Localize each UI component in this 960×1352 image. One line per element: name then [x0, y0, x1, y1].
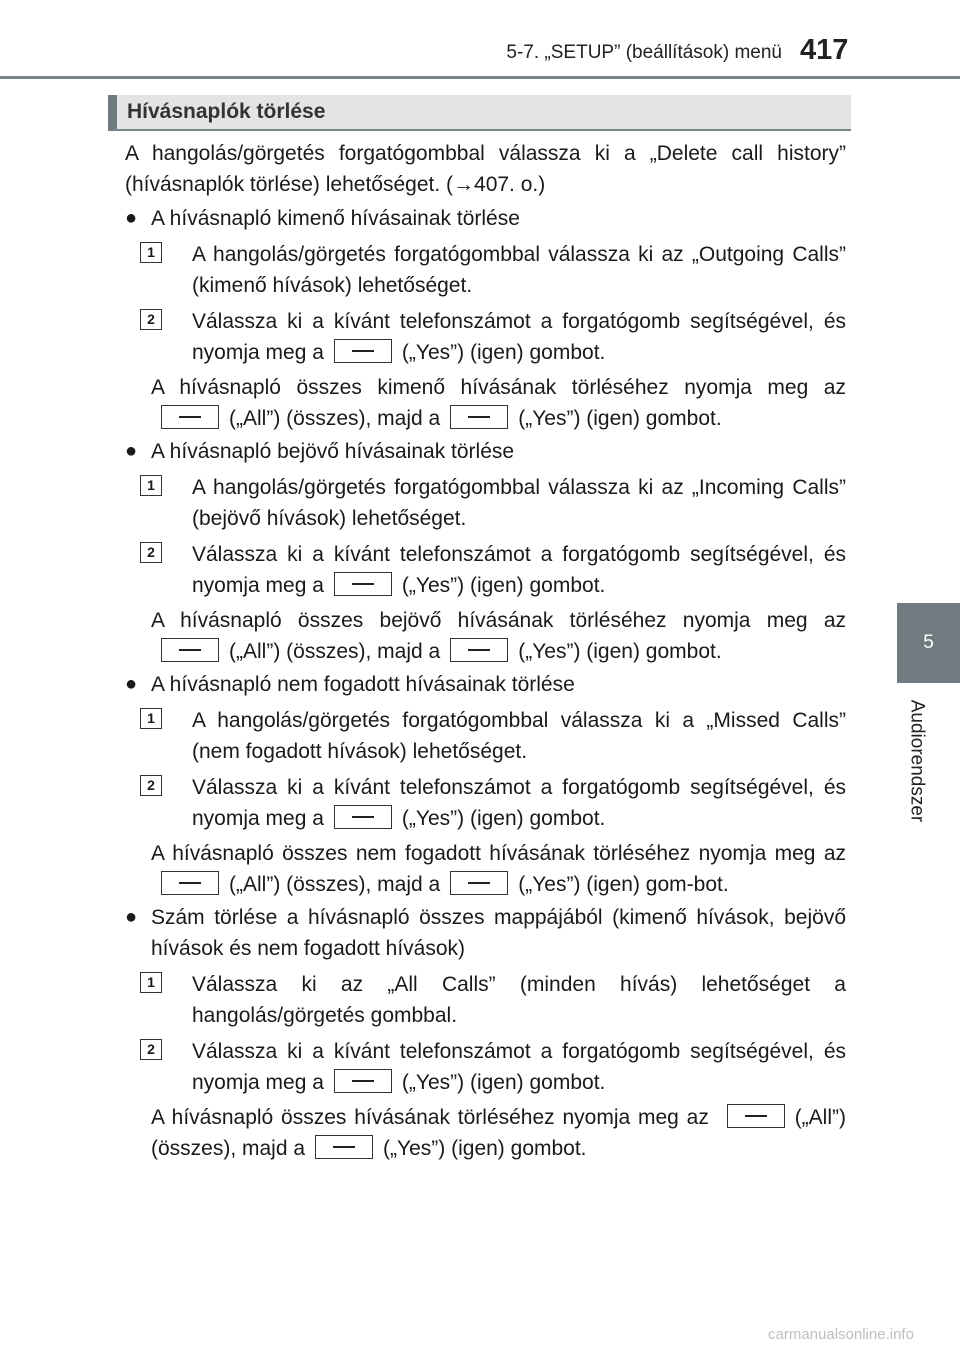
note: A hívásnapló összes nem fogadott hívásának törléséhez nyomja meg az („All”) (összes), majd a („Yes”) (igen) gom-bot.	[151, 842, 846, 896]
yes-button-icon	[334, 339, 392, 363]
bullet-item	[125, 436, 846, 467]
step	[125, 969, 846, 1031]
step-number-badge: 1	[140, 708, 162, 729]
yes-button-icon	[334, 1069, 392, 1093]
all-button-icon	[161, 405, 219, 429]
step	[125, 539, 846, 601]
section-title: Hívásnaplók törlése	[108, 95, 851, 131]
bullet-icon: ●	[125, 440, 138, 462]
note: A hívásnapló összes kimenő hívásának törléséhez nyomja meg az („All”) (összes), majd a („Yes”) (igen) gombot.	[151, 376, 846, 430]
note: A hívásnapló összes bejövő hívásának törléséhez nyomja meg az („All”) (összes), majd a („Yes”) (igen) gombot.	[151, 609, 846, 663]
step	[125, 772, 846, 834]
bullet-heading: A hívásnapló nem fogadott hívásainak törlése	[151, 673, 575, 696]
chapter-tab[interactable]	[897, 603, 960, 683]
bullet-icon: ●	[125, 207, 138, 229]
note: A hívásnapló összes hívásának törléséhez nyomja meg az („All”) (összes), majd a („Yes”) (igen) gombot.	[151, 1106, 846, 1160]
step-text: Válassza ki az „All Calls” (minden hívás) lehetőséget a hangolás/görgetés gombbal.	[192, 973, 846, 1027]
yes-button-icon	[450, 405, 508, 429]
step-number-badge: 1	[140, 475, 162, 496]
step-text: Válassza ki a kívánt telefonszámot a forgatógomb segítségével, és nyomja meg a („Yes”) (igen) gombot.	[192, 1040, 846, 1094]
step-number-badge: 1	[140, 242, 162, 263]
bullet-icon: ●	[125, 673, 138, 695]
bullet-heading: Szám törlése a hívásnapló összes mappájából (kimenő hívások, bejövő hívások és nem fogadott hívások)	[151, 906, 846, 960]
step-number-badge: 2	[140, 775, 162, 796]
step	[125, 1036, 846, 1098]
header-title: 5-7. „SETUP” (beállítások) menü	[506, 42, 782, 63]
all-button-icon	[161, 638, 219, 662]
step-text: A hangolás/görgetés forgatógombbal válassza ki az „Incoming Calls” (bejövő hívások) lehetőséget.	[192, 476, 846, 530]
bullet-icon: ●	[125, 906, 138, 928]
step-number-badge: 2	[140, 542, 162, 563]
step-text: Válassza ki a kívánt telefonszámot a forgatógomb segítségével, és nyomja meg a („Yes”) (igen) gombot.	[192, 543, 846, 597]
section-intro: A hangolás/görgetés forgatógombbal válassza ki a „Delete call history” (hívásnaplók törlése) lehetőséget. (→407. o.)	[125, 142, 846, 196]
bullet-item	[125, 203, 846, 234]
bullet-item	[125, 902, 846, 964]
step-number-badge: 2	[140, 309, 162, 330]
step-number-badge: 1	[140, 972, 162, 993]
chapter-number: 5	[923, 632, 934, 653]
yes-button-icon	[334, 805, 392, 829]
step-text: Válassza ki a kívánt telefonszámot a forgatógomb segítségével, és nyomja meg a („Yes”) (igen) gombot.	[192, 776, 846, 830]
step	[125, 239, 846, 301]
chapter-side-label: Audiorendszer	[906, 699, 927, 822]
step	[125, 472, 846, 534]
page-number: 417	[800, 34, 849, 66]
bullet-heading: A hívásnapló bejövő hívásainak törlése	[151, 440, 515, 463]
yes-button-icon	[450, 871, 508, 895]
bullet-heading: A hívásnapló kimenő hívásainak törlése	[151, 207, 520, 230]
step-text: A hangolás/görgetés forgatógombbal válassza ki a „Missed Calls” (nem fogadott hívások) lehetőséget.	[192, 709, 846, 763]
watermark: carmanualsonline.info	[768, 1326, 914, 1343]
all-button-icon	[161, 871, 219, 895]
step-number-badge: 2	[140, 1039, 162, 1060]
all-button-icon	[727, 1104, 785, 1128]
step	[125, 705, 846, 767]
step-text: Válassza ki a kívánt telefonszámot a forgatógomb segítségével, és nyomja meg a („Yes”) (igen) gombot.	[192, 310, 846, 364]
step	[125, 306, 846, 368]
yes-button-icon	[315, 1135, 373, 1159]
yes-button-icon	[334, 572, 392, 596]
bullet-item	[125, 669, 846, 700]
content	[125, 138, 846, 1166]
yes-button-icon	[450, 638, 508, 662]
step-text: A hangolás/görgetés forgatógombbal válassza ki az „Outgoing Calls” (kimenő hívások) lehetőséget.	[192, 243, 846, 297]
header-rule	[0, 76, 960, 79]
